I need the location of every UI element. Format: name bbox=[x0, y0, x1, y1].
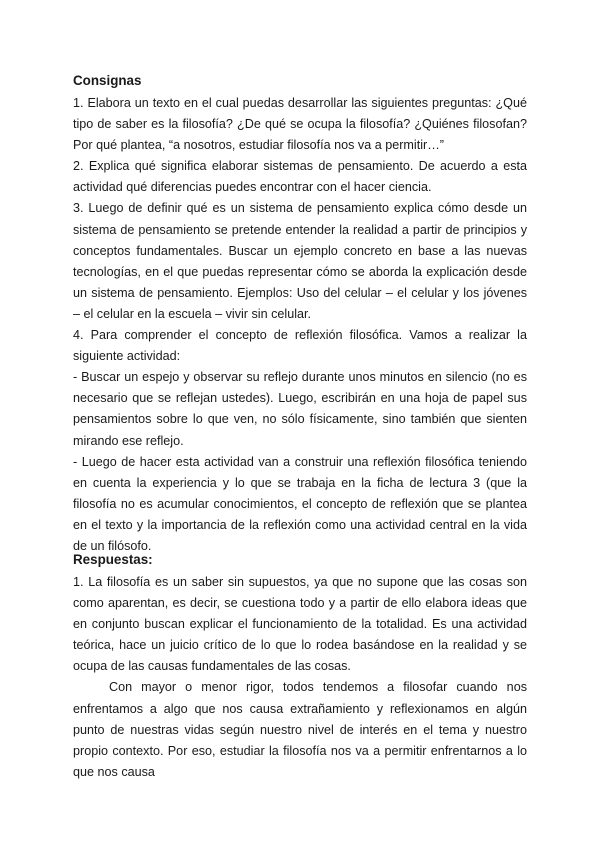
consigna-item-4: 4. Para comprender el concepto de reflexión filosófica. Vamos a realizar la siguiente actividad: bbox=[73, 328, 527, 364]
consigna-item-4-bullet-1: - Buscar un espejo y observar su reflejo durante unos minutos en silencio (no es necesario que se reflejan ustedes). Luego, escribirán en una hoja de papel sus pensamientos sobre lo que ven, no sólo físicamente, sino también que sienten mirando ese reflejo. bbox=[73, 370, 527, 448]
consignas-heading: Consignas bbox=[73, 73, 142, 88]
respuestas-body bbox=[73, 572, 527, 783]
consigna-item-4-bullet-2: - Luego de hacer esta actividad van a construir una reflexión filosófica teniendo en cuenta la experiencia y lo que se trabaja en la ficha de lectura 3 (que la filosofía no es acumular conocimientos, el concepto de reflexión que se plantea en el texto y la importancia de la reflexión como una actividad central en la vida de un filósofo. bbox=[73, 454, 527, 553]
respuesta-paragraph-1: 1. La filosofía es un saber sin supuestos, ya que no supone que las cosas son como aparentan, es decir, se cuestiona todo y a partir de ello elabora ideas que en conjunto buscan explicar el funcionamiento de la totalidad. Es una actividad teórica, hace un juicio crítico de lo que lo rodea basándose en la realidad y se ocupa de las causas fundamentales de las cosas. bbox=[73, 575, 527, 674]
respuestas-section bbox=[73, 551, 527, 569]
consigna-item-1: 1. Elabora un texto en el cual puedas desarrollar las siguientes preguntas: ¿Qué tipo de saber es la filosofía? ¿De qué se ocupa la filosofía? ¿Quiénes filosofan? Por qué plantea, “a nosotros, estudiar filosofía nos va a permitir…” bbox=[73, 96, 527, 153]
consignas-list bbox=[73, 93, 527, 557]
respuestas-heading: Respuestas: bbox=[73, 552, 153, 567]
respuesta-paragraph-2: Con mayor o menor rigor, todos tendemos a filosofar cuando nos enfrentamos a algo que nos causa extrañamiento y reflexionamos en algún punto de nuestras vidas según nuestro nivel de interés en el tema y nuestro propio contexto. Por eso, estudiar la filosofía nos va a permitir enfrentarnos a lo que nos causa bbox=[73, 680, 527, 779]
consigna-item-2: 2. Explica qué significa elaborar sistemas de pensamiento. De acuerdo a esta actividad qué diferencias puedes encontrar con el hacer ciencia. bbox=[73, 159, 527, 195]
consigna-item-3: 3. Luego de definir qué es un sistema de pensamiento explica cómo desde un sistema de pensamiento se pretende entender la realidad a partir de principios y conceptos fundamentales. Buscar un ejemplo concreto en base a las nuevas tecnologías, en el que puedas representar cómo se aborda la explicación desde un sistema de pensamiento. Ejemplos: Uso del celular – el celular y los jóvenes – el celular en la escuela – vivir sin celular. bbox=[73, 201, 527, 321]
consignas-section bbox=[73, 72, 527, 90]
